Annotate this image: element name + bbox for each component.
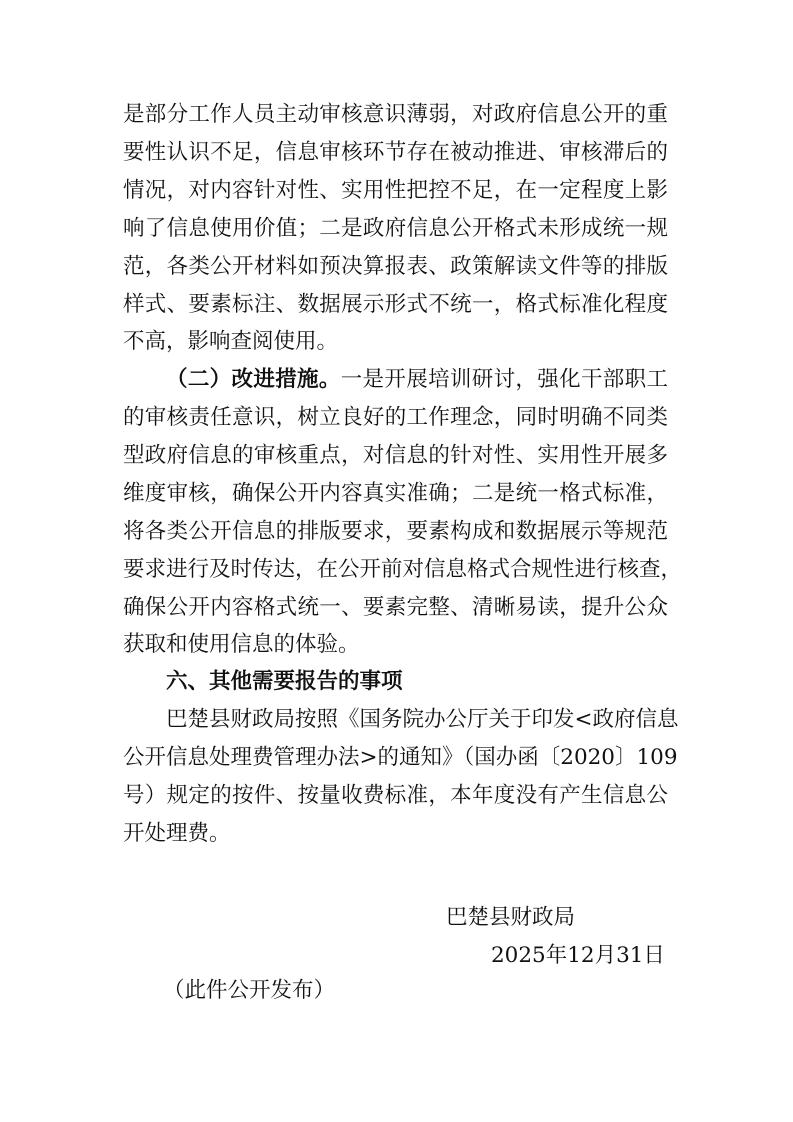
- paragraph-line: 确保公开内容格式统一、要素完整、清晰易读，提升公众: [123, 595, 668, 620]
- paragraph-line: 型政府信息的审核重点，对信息的针对性、实用性开展多: [123, 443, 668, 468]
- improvement-measures-text: 一是开展培训研讨，强化干部职工: [340, 367, 668, 392]
- paragraph-line: 样式、要素标注、数据展示形式不统一，格式标准化程度: [123, 292, 668, 317]
- paragraph-line: 号）规定的按件、按量收费标准，本年度没有产生信息公: [123, 783, 668, 808]
- signature-organization: 巴楚县财政局: [446, 905, 576, 930]
- paragraph-line: 响了信息使用价值；二是政府信息公开格式未形成统一规: [123, 216, 668, 241]
- paragraph-line: 维度审核，确保公开内容真实准确；二是统一格式标准，: [123, 481, 668, 506]
- paragraph-line: 公开信息处理费管理办法>的通知》（国办函〔2020〕109: [123, 745, 678, 770]
- paragraph-line: 是部分工作人员主动审核意识薄弱，对政府信息公开的重: [123, 102, 668, 127]
- paragraph-line: 开处理费。: [123, 821, 231, 846]
- paragraph-line: 范，各类公开材料如预决算报表、政策解读文件等的排版: [123, 254, 668, 279]
- public-release-note: （此件公开发布）: [163, 978, 336, 1003]
- paragraph-line: 要求进行及时传达，在公开前对信息格式合规性进行核查，: [123, 557, 683, 582]
- paragraph-line: 情况，对内容针对性、实用性把控不足，在一定程度上影: [123, 178, 668, 203]
- paragraph-line: 不高，影响查阅使用。: [123, 329, 339, 354]
- paragraph-line: 获取和使用信息的体验。: [123, 632, 360, 657]
- paragraph-line: 巴楚县财政局按照《国务院办公厅关于印发<政府信息: [166, 707, 679, 732]
- section-heading: 六、其他需要报告的事项: [166, 669, 403, 694]
- paragraph-line: 将各类公开信息的排版要求，要素构成和数据展示等规范: [123, 519, 668, 544]
- signature-date: 2025年12月31日: [491, 943, 665, 968]
- improvement-measures-heading: （二）改进措施。: [166, 367, 341, 392]
- improvement-measures-line: [166, 360, 668, 400]
- paragraph-line: 的审核责任意识，树立良好的工作理念，同时明确不同类: [123, 405, 668, 430]
- paragraph-line: 要性认识不足，信息审核环节存在被动推进、审核滞后的: [123, 140, 668, 165]
